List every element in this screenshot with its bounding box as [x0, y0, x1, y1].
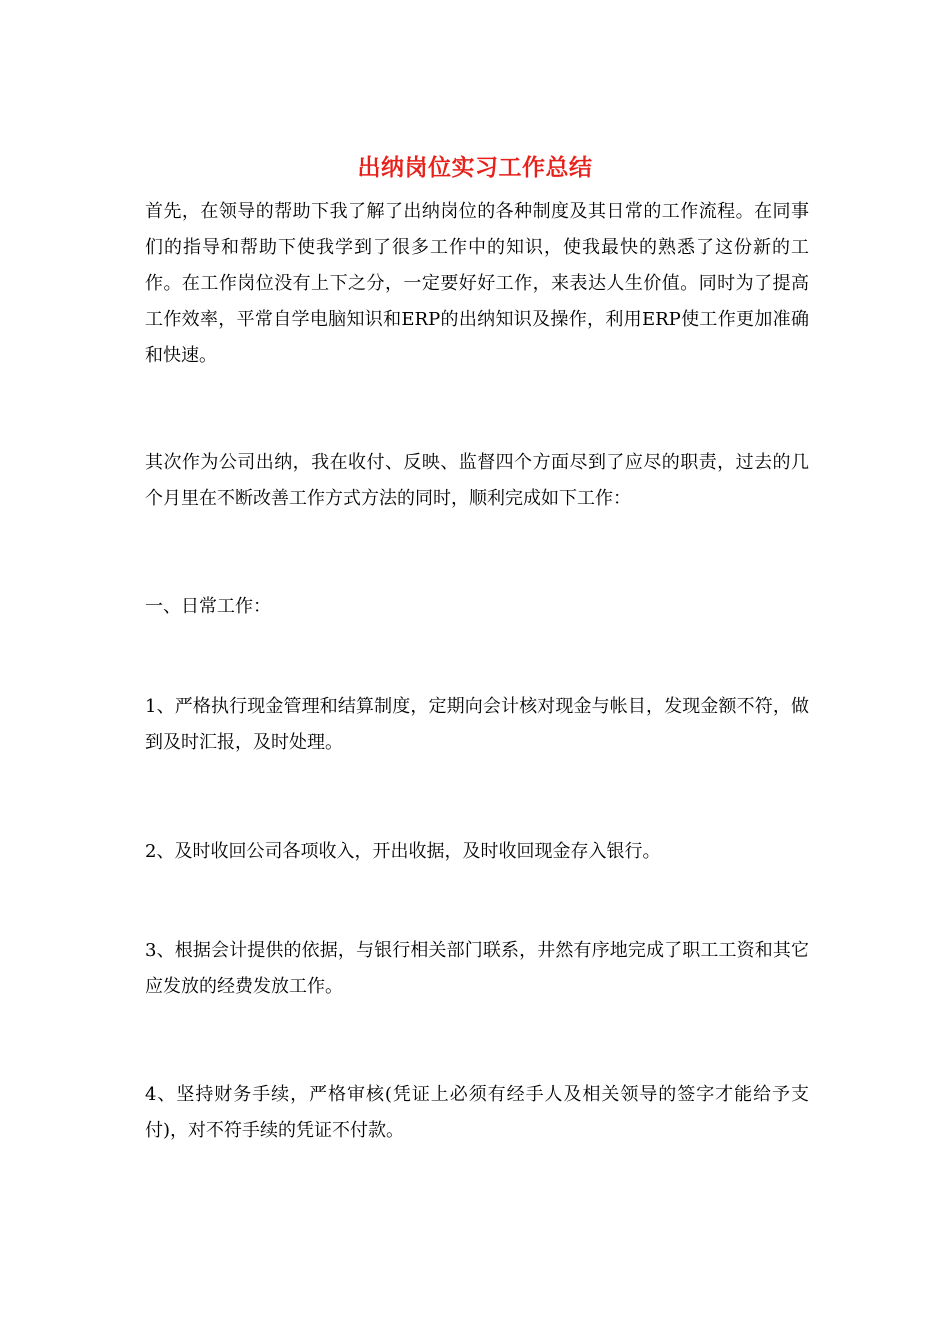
- paragraph-intro: 首先，在领导的帮助下我了解了出纳岗位的各种制度及其日常的工作流程。在同事们的指导和帮助下使我学到了很多工作中的知识，使我最快的熟悉了这份新的工作。在工作岗位没有上下之分，一定要好好工作，来表达人生价值。同时为了提高工作效率，平常自学电脑知识和ERP的出纳知识及操作，利用ERP使工作更加准确和快速。: [145, 201, 809, 366]
- paragraph-duties: 其次作为公司出纳，我在收付、反映、监督四个方面尽到了应尽的职责，过去的几个月里在不断改善工作方式方法的同时，顺利完成如下工作：: [145, 452, 809, 509]
- list-item-2: 2、及时收回公司各项收入，开出收据，及时收回现金存入银行。: [145, 841, 661, 862]
- document-title: 出纳岗位实习工作总结: [357, 154, 593, 181]
- list-item-4: 4、坚持财务手续，严格审核(凭证上必须有经手人及相关领导的签字才能给予支付)，对不符手续的凭证不付款。: [145, 1084, 809, 1141]
- list-item-1: 1、严格执行现金管理和结算制度，定期向会计核对现金与帐目，发现金额不符，做到及时汇报，及时处理。: [145, 696, 809, 753]
- list-item-3: 3、根据会计提供的依据，与银行相关部门联系，井然有序地完成了职工工资和其它应发放的经费发放工作。: [145, 940, 809, 997]
- section-heading-daily-work: 一、日常工作：: [145, 596, 271, 617]
